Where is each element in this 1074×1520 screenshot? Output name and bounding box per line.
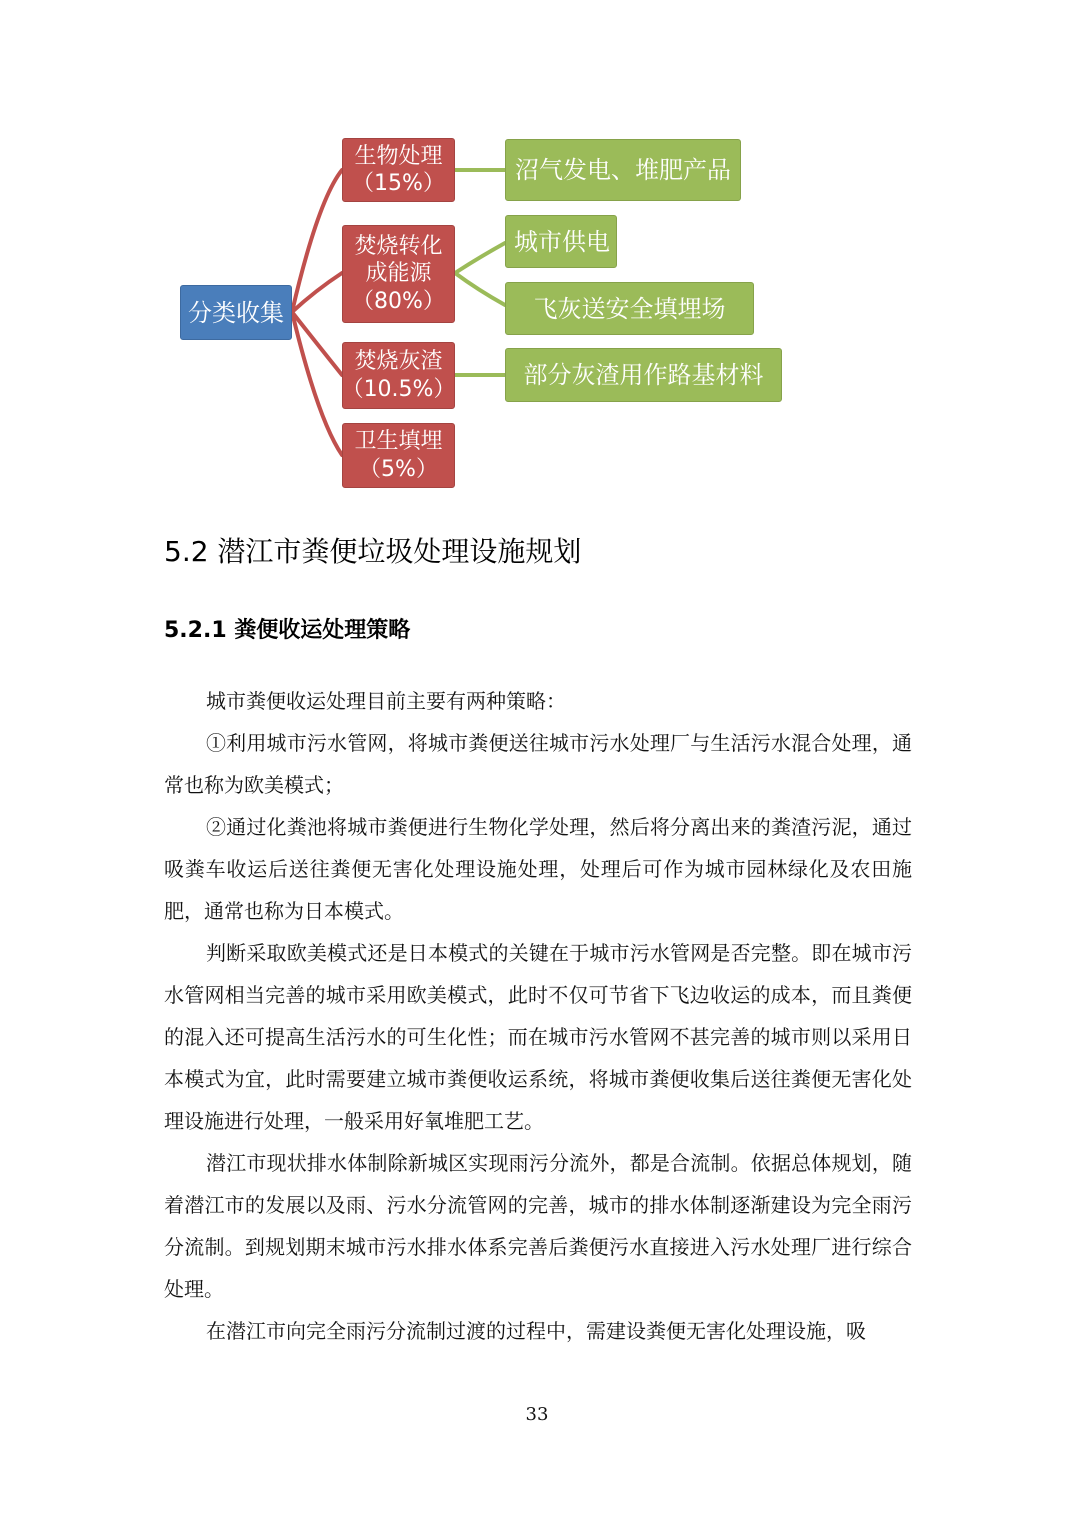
paragraph-transition: 在潜江市向完全雨污分流制过渡的过程中，需建设粪便无害化处理设施，吸 — [206, 1319, 866, 1343]
branch-percentage: （5%） — [359, 456, 438, 482]
branch-percentage: （10.5%） — [341, 376, 456, 402]
paragraph-judgement: 判断采取欧美模式还是日本模式的关键在于城市污水管网是否完整。即在城市污水管网相当完善的城市采用欧美模式，此时不仅可节省下飞边收运的成本，而且粪便的混入还可提高生活污水的可生化性；而在城市污水管网不甚完善的城市则以采用日本模式为宜，此时需要建立城市粪便收运系统，将城市粪便收集后送往粪便无害化处理设施进行处理，一般采用好氧堆肥工艺。 — [164, 941, 912, 1133]
outcome-node-flyash — [505, 282, 754, 335]
branch-node-biological — [342, 138, 455, 202]
branch-percentage: （80%） — [352, 288, 445, 314]
connector-incineration-flyash — [455, 273, 505, 305]
root-node — [180, 285, 292, 340]
section-title: 5.2 潜江市粪便垃圾处理设施规划 — [164, 535, 582, 568]
branch-name-line2: 成能源 — [365, 261, 432, 287]
outcome-node-biogas — [505, 139, 741, 201]
outcome-node-roadbed — [505, 348, 782, 402]
connector-incineration-power — [455, 243, 505, 273]
paragraph-strategy-1: ①利用城市污水管网，将城市粪便送往城市污水处理厂与生活污水混合处理，通常也称为欧美模式； — [164, 731, 912, 797]
branch-node-landfill — [342, 423, 455, 488]
subsection-title: 5.2.1 粪便收运处理策略 — [164, 618, 411, 643]
branch-name: 生物处理 — [354, 143, 443, 169]
branch-node-incineration — [342, 225, 455, 323]
page-number: 33 — [525, 1404, 549, 1425]
branch-name-line1: 焚烧转化 — [354, 233, 443, 259]
branch-percentage: （15%） — [352, 171, 445, 196]
outcome-label: 飞灰送安全填埋场 — [533, 294, 726, 323]
connector-root-landfill — [292, 312, 342, 455]
outcome-node-power — [505, 215, 617, 268]
branch-name: 焚烧灰渣 — [354, 349, 443, 374]
branch-node-ash — [342, 342, 455, 409]
branch-name: 卫生填埋 — [354, 429, 443, 454]
flow-diagram — [0, 0, 1074, 510]
outcome-label: 沼气发电、堆肥产品 — [515, 156, 731, 184]
paragraph-intro: 城市粪便收运处理目前主要有两种策略： — [206, 689, 566, 713]
outcome-label: 城市供电 — [514, 227, 610, 256]
root-node-label: 分类收集 — [188, 298, 284, 327]
paragraph-current-status: 潜江市现状排水体制除新城区实现雨污分流外，都是合流制。依据总体规划，随着潜江市的发展以及雨、污水分流管网的完善，城市的排水体制逐渐建设为完全雨污分流制。到规划期末城市污水排水体系完善后粪便污水直接进入污水处理厂进行综合处理。 — [164, 1151, 912, 1301]
outcome-label: 部分灰渣用作路基材料 — [523, 361, 764, 389]
paragraph-strategy-2: ②通过化粪池将城市粪便进行生物化学处理，然后将分离出来的粪渣污泥，通过吸粪车收运后送往粪便无害化处理设施处理，处理后可作为城市园林绿化及农田施肥，通常也称为日本模式。 — [164, 815, 912, 923]
